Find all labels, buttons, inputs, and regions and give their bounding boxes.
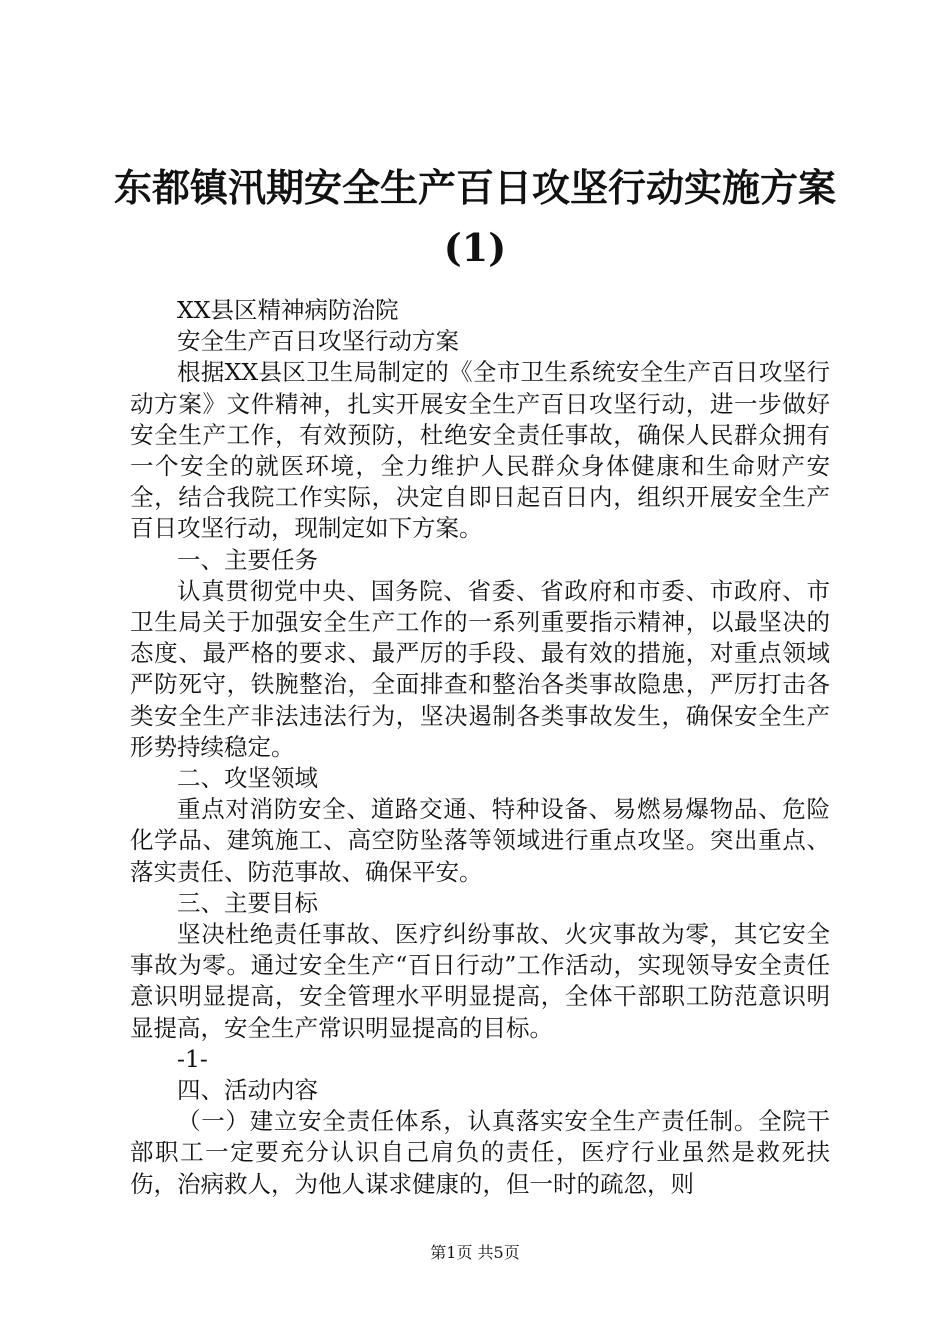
inline-page-marker: -1-	[177, 1044, 208, 1073]
section-heading: 二、攻坚领域	[177, 764, 318, 793]
document-title-suffix: (1)	[443, 225, 507, 270]
paragraph: （一）建立安全责任体系，认真落实安全生产责任制。全院干部职工一定要充分认识自己肩负的责任，医疗行业虽然是救死扶伤，治病救人，为他人谋求健康的，但一时的疏忽，则	[130, 1107, 830, 1198]
page-footer: 第1页 共5页	[430, 1243, 520, 1262]
paragraph: 重点对消防安全、道路交通、特种设备、易燃易爆物品、危险化学品、建筑施工、高空防坠落等领域进行重点攻坚。突出重点、落实责任、防范事故、确保平安。	[130, 795, 830, 886]
section-heading: 三、主要目标	[177, 888, 318, 917]
paragraph: 认真贯彻党中央、国务院、省委、省政府和市委、市政府、市卫生局关于加强安全生产工作的一系列重要指示精神，以最坚决的态度、最严格的要求、最严厉的手段、最有效的措施，对重点领域严防死守，铁腕整治，全面排查和整治各类事故隐患，严厉打击各类安全生产非法违法行为，坚决遏制各类事故发生，确保安全生产形势持续稳定。	[130, 576, 830, 761]
org-name: XX县区精神病防治院	[177, 296, 399, 324]
section-heading: 一、主要任务	[177, 545, 318, 574]
paragraph: 坚决杜绝责任事故、医疗纠纷事故、火灾事故为零，其它安全事故为零。通过安全生产“百日行动”工作活动，实现领导安全责任意识明显提高，安全管理水平明显提高，全体干部职工防范意识明显提高，安全生产常识明显提高的目标。	[130, 920, 830, 1042]
document-body	[130, 295, 830, 1200]
document-title: 东都镇汛期安全生产百日攻坚行动实施方案	[113, 165, 836, 210]
section-heading: 四、活动内容	[177, 1076, 318, 1105]
intro-paragraph: 根据XX县区卫生局制定的《全市卫生系统安全生产百日攻坚行动方案》文件精神，扎实开展安全生产百日攻坚行动，进一步做好安全生产工作，有效预防，杜绝安全责任事故，确保人民群众拥有一个安全的就医环境，全力维护人民群众身体健康和生命财产安全，结合我院工作实际，决定自即日起百日内，组织开展安全生产百日攻坚行动，现制定如下方案。	[130, 358, 830, 543]
plan-subtitle: 安全生产百日攻坚行动方案	[177, 327, 459, 356]
